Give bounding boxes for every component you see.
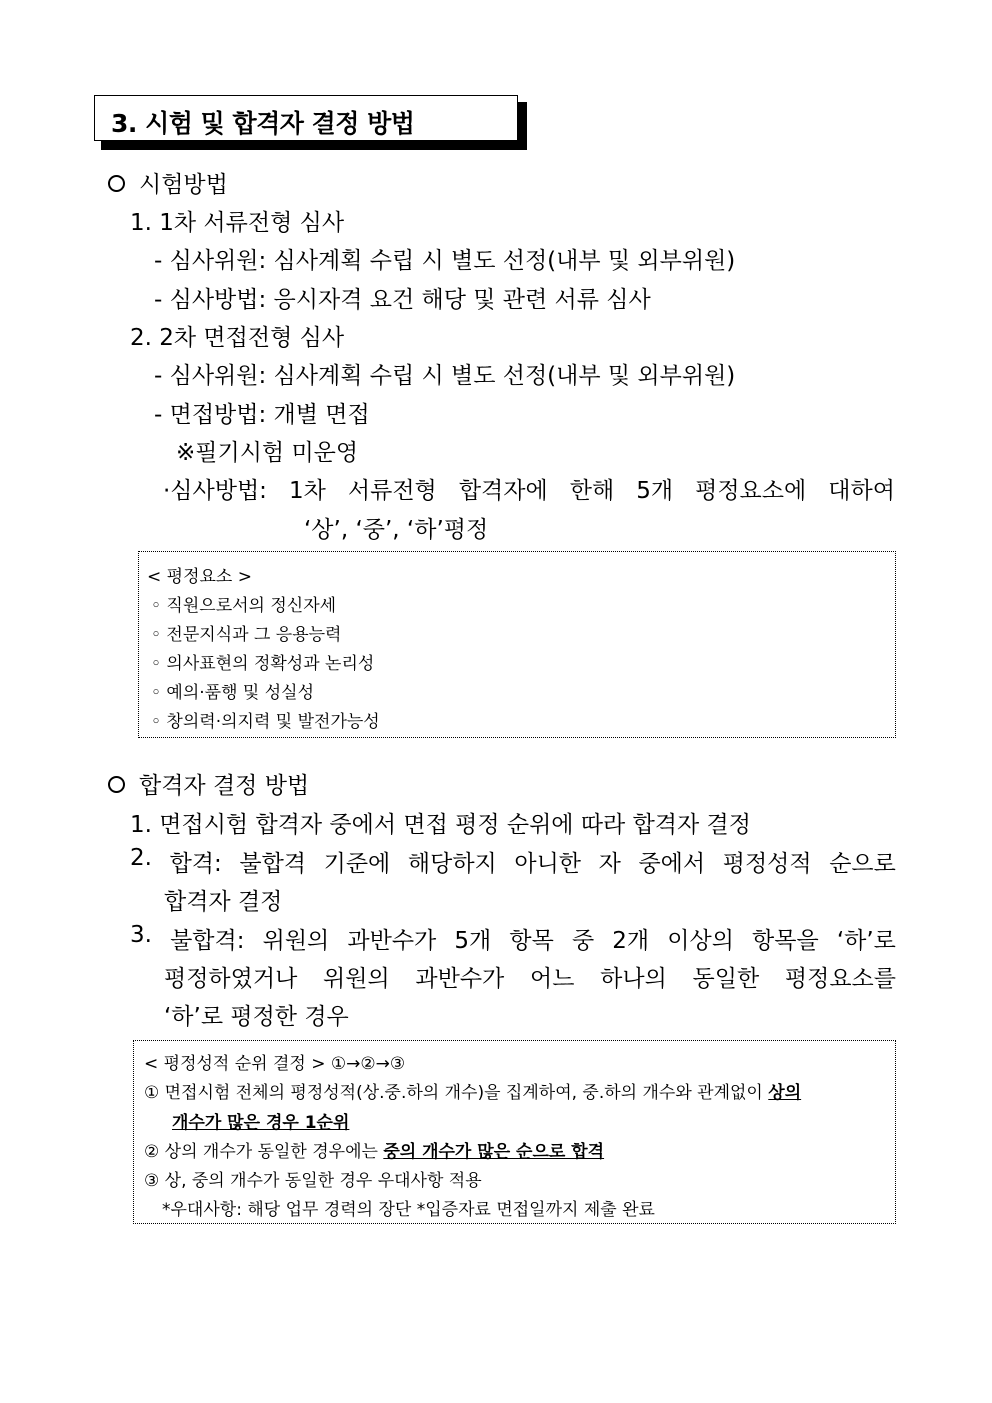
item2-word: 아니한 — [514, 851, 582, 877]
decision-item-1: 1. 면접시험 합격자 중에서 면접 평정 순위에 따라 합격자 결정 — [130, 812, 751, 838]
item2-word: 자 — [598, 851, 621, 877]
item3-line2-word: 위원의 — [323, 966, 390, 992]
item3-word: 이상의 — [667, 928, 734, 954]
ranking-line-1-emphasis: 상의 — [768, 1083, 802, 1103]
step2-title: 2. 2차 면접전형 심사 — [130, 325, 345, 351]
item3-word: 항목을 — [752, 928, 819, 954]
method-word: 한해 — [569, 478, 615, 504]
item2-word: 중에서 — [638, 851, 706, 877]
ranking-line-1-text: ① 면접시험 전체의 평정성적(상.중.하의 개수)을 집계하여, 중.하의 개수와 관계없이 — [144, 1083, 769, 1103]
item3-word: 불합격: — [170, 928, 245, 954]
ranking-header: < 평정성적 순위 결정 > ①→②→③ — [144, 1054, 406, 1074]
item3-line2-word: 동일한 — [692, 966, 760, 992]
item3-word: 3. — [130, 922, 152, 948]
item2-word: 합격: — [169, 851, 222, 877]
step1-line-2: - 심사방법: 응시자격 요건 해당 및 관련 서류 심사 — [154, 287, 651, 313]
criteria-item: ◦ 직원으로서의 정신자세 — [151, 596, 337, 616]
method-word: ·심사방법: — [163, 478, 267, 504]
section-title-box — [94, 95, 518, 141]
decision-item-2-cont: 합격자 결정 — [164, 889, 283, 915]
section-title: 3. 시험 및 합격자 결정 방법 — [111, 109, 415, 138]
exam-heading-row — [108, 166, 228, 199]
method-word: 합격자에 — [458, 478, 548, 504]
method-word: 평정요소에 — [695, 478, 807, 504]
item2-word: 순으로 — [829, 851, 896, 877]
item3-line2-word: 과반수가 — [415, 966, 505, 992]
item2-word: 평정성적 — [722, 851, 812, 877]
step2-method-line — [163, 472, 895, 505]
ranking-line-4: *우대사항: 해당 업무 경력의 장단 *입증자료 면접일까지 제출 완료 — [162, 1200, 655, 1220]
step2-line-1: - 심사위원: 심사계획 수립 시 별도 선정(내부 및 외부위원) — [154, 363, 736, 389]
criteria-item: ◦ 창의력·의지력 및 발전가능성 — [151, 712, 380, 732]
ranking-line-2-emphasis: 중의 개수가 많은 순으로 합격 — [383, 1142, 605, 1162]
criteria-item: ◦ 예의·품행 및 성실성 — [151, 683, 315, 703]
ranking-line-1 — [144, 1078, 801, 1103]
ranking-line-3: ③ 상, 중의 개수가 동일한 경우 우대사항 적용 — [144, 1171, 482, 1191]
item3-word: 과반수가 — [347, 928, 437, 954]
item2-word: 기준에 — [323, 851, 391, 877]
decision-item-3 — [130, 922, 896, 955]
decision-heading-row — [108, 767, 309, 800]
circle-bullet-icon — [108, 776, 125, 793]
decision-item-3-cont: ‘하’로 평정한 경우 — [164, 1004, 349, 1030]
item3-line2-word: 어느 — [530, 966, 575, 992]
item3-word: 위원의 — [262, 928, 330, 954]
item3-word: 항목 — [509, 928, 554, 954]
item2-word: 불합격 — [239, 851, 307, 877]
step2-method-cont: ‘상’, ‘중’, ‘하’평정 — [304, 517, 489, 543]
decision-item-3-line-2 — [164, 960, 896, 993]
item2-word: 2. — [130, 845, 152, 871]
ranking-line-2-text: ② 상의 개수가 동일한 경우에는 — [144, 1142, 384, 1162]
decision-heading: 합격자 결정 방법 — [139, 773, 310, 799]
ranking-line-2 — [144, 1137, 604, 1162]
item2-word: 해당하지 — [407, 851, 497, 877]
step1-line-1: - 심사위원: 심사계획 수립 시 별도 선정(내부 및 외부위원) — [154, 248, 736, 274]
item3-word: 5개 — [454, 928, 492, 954]
item3-line2-word: 하나의 — [600, 966, 667, 992]
exam-heading: 시험방법 — [139, 172, 228, 198]
criteria-box — [138, 551, 896, 738]
ranking-box — [133, 1040, 896, 1224]
circle-bullet-icon — [108, 175, 125, 192]
criteria-item: ◦ 의사표현의 정확성과 논리성 — [151, 654, 375, 674]
method-word: 대하여 — [828, 478, 895, 504]
step1-title: 1. 1차 서류전형 심사 — [130, 210, 345, 236]
item3-word: 2개 — [612, 928, 650, 954]
step2-note: ※필기시험 미운영 — [176, 440, 359, 466]
ranking-line-1-cont: 개수가 많은 경우 1순위 — [172, 1113, 350, 1133]
item3-word: 중 — [571, 928, 595, 954]
step2-line-2: - 면접방법: 개별 면접 — [154, 402, 370, 428]
method-word: 1차 — [288, 478, 326, 504]
criteria-header: < 평정요소 > — [147, 567, 252, 587]
item3-word: ‘하’로 — [836, 928, 896, 954]
item3-line2-word: 평정요소를 — [784, 966, 896, 992]
criteria-item: ◦ 전문지식과 그 응용능력 — [151, 625, 342, 645]
decision-item-2 — [130, 845, 896, 878]
method-word: 5개 — [636, 478, 674, 504]
method-word: 서류전형 — [347, 478, 437, 504]
item3-line2-word: 평정하였거나 — [164, 966, 298, 992]
